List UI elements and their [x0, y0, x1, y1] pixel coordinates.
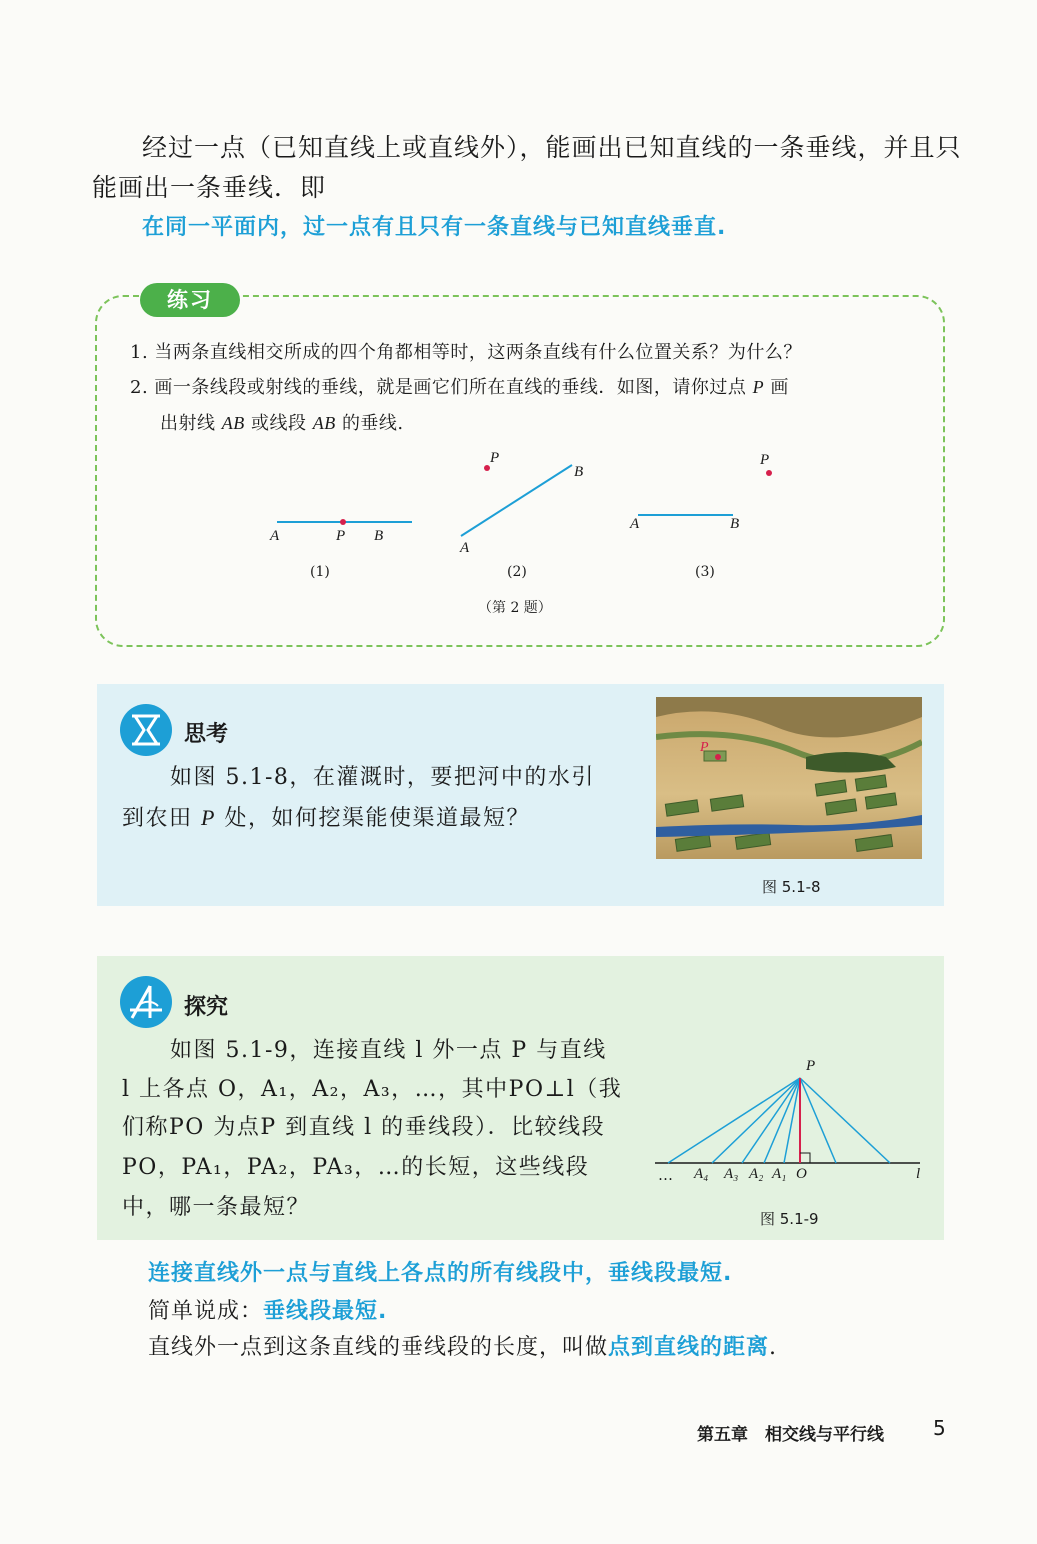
- fig9-label-o: O: [796, 1166, 807, 1182]
- think-line-1: 如图 5.1-8，在灌溉时，要把河中的水引: [170, 765, 595, 790]
- fig1-label-b: B: [374, 528, 384, 544]
- fig3-label-p: P: [760, 452, 770, 468]
- exercise-tag: 练习: [140, 283, 240, 317]
- think-point-p: P: [201, 805, 216, 830]
- exercise-figure-caption: （第 2 题）: [478, 600, 552, 616]
- perpendicular-figure: [650, 1060, 930, 1190]
- segment-pa2: [764, 1078, 800, 1163]
- conclusion-text-a: 简单说成：: [148, 1299, 264, 1324]
- conclusion-highlight: 垂线段最短.: [263, 1299, 388, 1324]
- q2-text-c1: 出射线: [160, 413, 216, 434]
- segment-right-2: [800, 1078, 890, 1163]
- fig9-label-p: P: [806, 1058, 816, 1074]
- q2-point-p: P: [752, 377, 765, 397]
- fig9-label-a1: A₁: [772, 1166, 787, 1182]
- perpendicular-theorem: 在同一平面内，过一点有且只有一条直线与已知直线垂直.: [142, 215, 727, 240]
- explore-line-2: l 上各点 O，A₁，A₂，A₃，…，其中PO⊥l（我: [122, 1077, 623, 1102]
- fig1-point-p: [340, 519, 346, 525]
- exercise-question-2-cont: [160, 407, 860, 440]
- segment-right-1: [800, 1078, 836, 1163]
- segment-pa5: [668, 1078, 800, 1163]
- exercise-figures: [260, 440, 800, 580]
- fig3-caption: (3): [695, 564, 715, 580]
- chapter-title: 第五章 相交线与平行线: [697, 1425, 884, 1445]
- fig1-label-p: P: [336, 528, 346, 544]
- think-line-2: [122, 798, 530, 839]
- conclusion-text-b: 直线外一点到这条直线的垂线段的长度，叫做: [148, 1335, 609, 1360]
- q2-segment-ab: AB: [312, 413, 336, 433]
- think-text-b: 处，如何挖渠能使渠道最短？: [224, 806, 530, 831]
- conclusion-period: .: [769, 1335, 778, 1360]
- fig1-caption: (1): [310, 564, 330, 580]
- distance-term: 点到直线的距离: [608, 1335, 770, 1360]
- explore-title: 探究: [184, 995, 229, 1020]
- think-icon: [120, 704, 172, 756]
- fig9-label-a2: A₂: [749, 1166, 764, 1182]
- exercise-question-2: [130, 371, 930, 404]
- intro-line-2: 能画出一条垂线．即: [92, 173, 327, 202]
- fig3-label-b: B: [730, 516, 740, 532]
- explore-figure-caption: 图 5.1-9: [760, 1210, 819, 1228]
- fig2-caption: (2): [507, 564, 527, 580]
- q2-text-c2: 或线段: [250, 413, 307, 434]
- q2-text-b: 画: [770, 377, 789, 398]
- page-number: 5: [933, 1416, 946, 1440]
- fig2-label-p: P: [490, 450, 500, 466]
- fig3-label-a: A: [630, 516, 640, 532]
- fig9-label-a3: A₃: [724, 1166, 739, 1182]
- explore-icon: [120, 976, 172, 1028]
- fig1-label-a: A: [270, 528, 280, 544]
- map-point-p: P: [700, 740, 709, 755]
- right-angle-mark: [800, 1153, 810, 1163]
- explore-line-1: 如图 5.1-9，连接直线 l 外一点 P 与直线: [170, 1038, 607, 1063]
- fig2-ray: [461, 465, 572, 536]
- fig2-label-b: B: [574, 464, 584, 480]
- think-title: 思考: [184, 722, 229, 747]
- fig9-label-a4: A₄: [694, 1166, 709, 1182]
- exercise-question-1: 1. 当两条直线相交所成的四个角都相等时，这两条直线有什么位置关系？为什么？: [130, 342, 802, 363]
- conclusion-line-2: [148, 1294, 387, 1325]
- q2-text-c3: 的垂线.: [341, 413, 404, 434]
- intro-line-1: 经过一点（已知直线上或直线外），能画出已知直线的一条垂线，并且只: [142, 133, 962, 162]
- fig9-label-l: l: [916, 1166, 921, 1182]
- fig2-label-a: A: [460, 540, 470, 556]
- explore-line-3: 们称PO 为点P 到直线 l 的垂线段）．比较线段: [122, 1115, 606, 1140]
- explore-line-5: 中，哪一条最短？: [122, 1195, 311, 1220]
- think-text-a: 到农田: [122, 806, 193, 831]
- fig3-point-p: [766, 470, 772, 476]
- explore-line-4: PO，PA₁，PA₂，PA₃，…的长短，这些线段: [122, 1155, 590, 1180]
- think-figure-caption: 图 5.1-8: [762, 878, 821, 896]
- conclusion-line-1: 连接直线外一点与直线上各点的所有线段中，垂线段最短.: [148, 1261, 733, 1286]
- irrigation-map-image: [656, 697, 922, 859]
- q2-text-a: 2. 画一条线段或射线的垂线，就是画它们所在直线的垂线．如图，请你过点: [130, 377, 747, 398]
- q2-ray-ab: AB: [221, 413, 245, 433]
- fig9-label-dots: …: [658, 1166, 673, 1184]
- conclusion-line-3: [148, 1330, 777, 1361]
